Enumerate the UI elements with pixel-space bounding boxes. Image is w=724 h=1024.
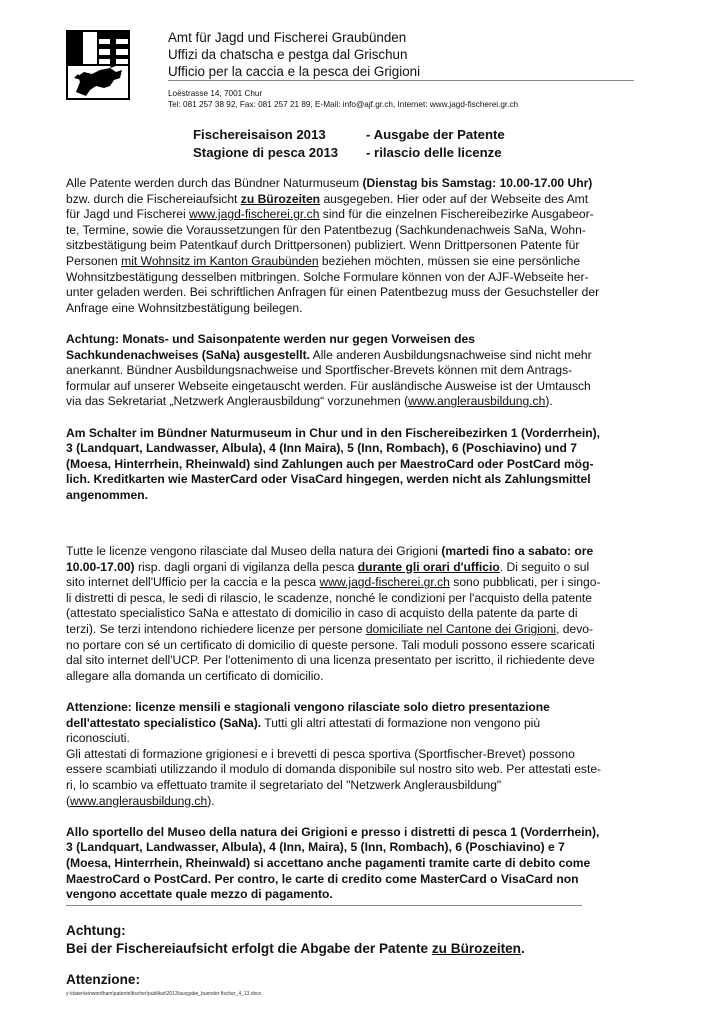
title-german	[193, 126, 505, 144]
note-heading: Achtung:	[66, 923, 126, 938]
office-contact: Tel: 081 257 38 92, Fax: 081 257 21 89, E-Mail: info@ajf.gr.ch, Internet: www.jagd-fischerei.gr.ch	[168, 100, 519, 109]
spacer	[66, 316, 666, 332]
anglerausbildung-link-italian[interactable]: www.anglerausbildung.ch	[70, 793, 208, 808]
office-name-romansh: Uffizi da chatscha e pestga dal Grischun	[168, 47, 408, 62]
file-path-footer: y:\daten\einwordham\patente\fischer\publikat\2013\ausgabe_buender fischer_4_13.docx	[66, 991, 262, 997]
spacer	[66, 410, 666, 426]
letterhead	[168, 29, 634, 80]
title-italian-season: Stagione di pesca 2013	[193, 145, 339, 160]
office-address: Loëstrasse 14, 7001 Chur	[168, 89, 263, 98]
italian-paragraph-issuing: Tutte le licenze vengono rilasciate dal Museo della natura dei Grigioni (martedi fino a sabato: ore 10.00-17.00) risp. dagli organi di vigilanza della pesca durante gli orari d'ufficio. Di seguito o sul sito internet dell'Ufficio per la caccia e la pesca www.jagd-fischerei.gr.ch sono pubblicati, per i singo- li distretti di pesca, le sedi di rilascio, le scadenze, nonché le condizioni per l'acquisto della patente (attestato specialistico SaNa e attestato di domicilio in caso di acquisto della patente da parte di terzi). Se terzi intendono richiedere licenze per persone domiciliate nel Cantone dei Grigioni, devo- no portare con sé un certificato di domicilio di queste persone. Tali moduli possono essere scaricati dal sito internet dell'UCP. Per l'ottenimento di una licenza presentato per iscritto, il richiedente deve allegare alla domanda un certificato di domicilio.	[66, 544, 601, 683]
website-link[interactable]: www.jagd-fischerei.gr.ch	[189, 207, 320, 222]
title-german-subject: - Ausgabe der Patente	[366, 127, 505, 142]
german-paragraph-payment: Am Schalter im Bündner Naturmuseum in Chur und in den Fischereibezirken 1 (Vorderrhein), 3 (Landquart, Landwasser, Albula), 4 (Inn Maira), 5 (Inn, Rombach), 6 (Poschiavino) und 7 (Moesa, Hinterrhein, Rheinwald) sind Zahlungen auch per MaestroCard oder PostCard mög- lich. Kreditkarten wie MasterCard oder VisaCard hingegen, werden nicht als Zahlungsmittel angenommen.	[66, 425, 601, 502]
spacer	[66, 809, 666, 825]
website-link-italian[interactable]: www.jagd-fischerei.gr.ch	[319, 575, 450, 590]
german-office-hours-note	[66, 922, 525, 958]
document-title	[193, 126, 505, 162]
italian-paragraph-sana: Attenzione: licenze mensili e stagionali vengono rilasciate solo dietro presentazione dell'attestato specialistico (SaNa). Tutti gli altri attestati di formazione non vengono più riconosciuti. Gli attestati di formazione grigionesi e i brevetti di pesca sportiva (Sportfischer-Brevet) possono essere scambiati utilizzando il modulo di domanda disponibile sul nostro sito web. Per attestati este- ri, lo scambio va effettuato tramite il segretariato del "Netzwerk Anglerausbildung" (www.anglerausbildung.ch).	[66, 700, 602, 808]
spacer	[66, 503, 666, 528]
note-text: Bei der Fischereiaufsicht erfolgt die Abgabe der Patente zu Bürozeiten.	[66, 941, 525, 956]
anglerausbildung-link[interactable]: www.anglerausbildung.ch	[408, 394, 546, 409]
document-body	[66, 176, 666, 903]
office-name-german: Amt für Jagd und Fischerei Graubünden	[168, 30, 407, 45]
german-paragraph-issuing: Alle Patente werden durch das Bündner Naturmuseum (Dienstag bis Samstag: 10.00-17.00 Uhr) bzw. durch die Fischereiaufsicht zu Bürozeiten ausgegeben. Hier oder auf der Webseite des Amt für Jagd und Fischerei www.jagd-fischerei.gr.ch sind für die einzelnen Fischereibezirke Ausgabeor- te, Termine, sowie die Voraussetzungen für den Patentbezug (Sachkundenachweis SaNa, Wohn- sitzbestätigung beim Patentkauf durch Drittpersonen) publiziert. Wenn Drittpersonen Patente für Personen mit Wohnsitz im Kanton Graubünden beziehen möchten, müssen sie eine persönliche Wohnsitzbestätigung desselben mitbringen. Solche Formulare können von der AJF-Webseite her- unter geladen werden. Bei schriftlichen Anfragen für einen Patentbezug muss der Gesuchsteller der Anfrage eine Wohnsitzbestätigung beilegen.	[66, 176, 600, 315]
spacer	[66, 684, 666, 700]
title-german-season: Fischereisaison 2013	[193, 127, 326, 142]
graubuenden-coat-of-arms-logo	[66, 30, 130, 100]
german-paragraph-sana: Achtung: Monats- und Saisonpatente werden nur gegen Vorweisen des Sachkundenachweises (SaNa) ausgestellt. Alle anderen Ausbildungsnachweise sind nicht mehr anerkannt. Bündner Ausbildungsnachweise und Sportfischer-Brevets können mit dem Antrags- formular auf unserer Webseite eingetauscht werden. Für ausländische Ausweise ist der Umtausch via das Sekretariat „Netzwerk Anglerausbildung“ vorzunehmen (www.anglerausbildung.ch).	[66, 331, 592, 409]
italian-paragraph-payment: Allo sportello del Museo della natura dei Grigioni e presso i distretti di pesca 1 (Vorderrhein), 3 (Landquart, Landwasser, Albula), 4 (Inn, Maira), 5 (Inn, Rombach), 6 (Poschiavino) e 7 (Moesa, Hinterrhein, Rheinwald) si accettano anche pagamenti tramite carte di debito come MaestroCard o PostCard. Per contro, le carte di credito come MasterCard o VisaCard non vengono accettate quale mezzo di pagamento.	[66, 824, 600, 902]
office-name-italian: Ufficio per la caccia e la pesca dei Grigioni	[168, 64, 421, 79]
title-italian	[193, 144, 505, 162]
office-address-block	[168, 88, 518, 110]
spacer	[66, 528, 666, 544]
section-divider	[66, 905, 582, 906]
header-divider	[168, 80, 634, 81]
italian-note-heading: Attenzione:	[66, 972, 141, 987]
title-italian-subject: - rilascio delle licenze	[366, 145, 502, 160]
